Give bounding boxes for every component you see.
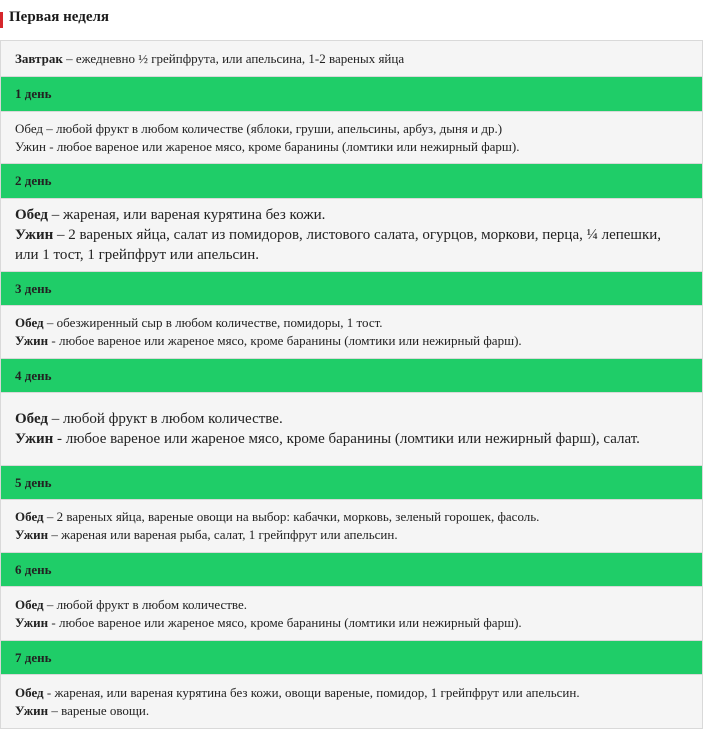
dinner-label: Ужин [15, 614, 49, 630]
lunch-label: Обед [15, 684, 44, 700]
dinner-text: – вареные овощи. [48, 702, 150, 718]
lunch-text: - жареная, или вареная курятина без кожи, овощи вареные, помидор, 1 грейпфрут или апельсин. [43, 684, 580, 700]
day-header-6 [1, 553, 702, 587]
day-content-4 [1, 393, 702, 466]
dinner-text: – жареная или вареная рыба, салат, 1 грейпфрут или апельсин. [48, 527, 398, 542]
day-label: 6 день [15, 561, 52, 577]
dinner-text: – 2 вареных яйца, салат из помидоров, листового салата, огурцов, моркови, перца, ¼ лепешки, или 1 тост, 1 грейпфрут или апельсин. [15, 227, 662, 263]
dinner-line [15, 702, 702, 720]
lunch-text: – любой фрукт в любом количестве (яблоки, груши, апельсины, арбуз, дыня и др.) [43, 120, 503, 136]
day-label: 7 день [15, 649, 52, 665]
dinner-line [15, 332, 702, 350]
lunch-text: – жареная, или вареная курятина без кожи. [48, 207, 326, 223]
day-header-4 [1, 359, 702, 393]
lunch-text: – 2 вареных яйца, вареные овощи на выбор: кабачки, морковь, зеленый горошек, фасоль. [43, 509, 540, 524]
dinner-line [15, 225, 702, 265]
day-header-5 [1, 466, 702, 500]
menu-table [0, 40, 703, 729]
page-title: Первая неделя [9, 9, 110, 25]
lunch-text: – обезжиренный сыр в любом количестве, помидоры, 1 тост. [43, 315, 383, 330]
dinner-label: Ужин [15, 527, 49, 542]
breakfast-row [1, 41, 702, 77]
breakfast-text: – ежедневно ½ грейпфрута, или апельсина, 1-2 вареных яйца [62, 50, 405, 66]
day-content-2 [1, 199, 702, 272]
day-content-5 [1, 500, 702, 553]
day-content-1 [1, 112, 702, 164]
lunch-label: Обед [15, 120, 44, 136]
day-content-3 [1, 306, 702, 359]
dinner-text: - любое вареное или жареное мясо, кроме баранины (ломтики или нежирный фарш). [48, 333, 522, 348]
section-heading [0, 0, 704, 40]
day-label: 4 день [15, 367, 52, 383]
lunch-label: Обед [15, 207, 49, 223]
day-content-7 [1, 675, 702, 728]
dinner-line [15, 138, 702, 156]
dinner-label: Ужин [15, 702, 49, 718]
dinner-label: Ужин [15, 227, 54, 243]
lunch-label: Обед [15, 596, 44, 612]
dinner-line [15, 526, 702, 544]
lunch-text: – любой фрукт в любом количестве. [43, 596, 247, 612]
dinner-line [15, 429, 702, 449]
dinner-line [15, 614, 702, 632]
day-content-6 [1, 587, 702, 641]
lunch-line [15, 205, 702, 225]
day-header-2 [1, 164, 702, 199]
lunch-text: – любой фрукт в любом количестве. [48, 411, 283, 427]
dinner-text: - любое вареное или жареное мясо, кроме баранины (ломтики или нежирный фарш), салат. [53, 431, 640, 447]
day-label: 3 день [15, 280, 52, 296]
lunch-label: Обед [15, 411, 49, 427]
breakfast-label: Завтрак [15, 50, 63, 66]
day-header-1 [1, 77, 702, 112]
dinner-label: Ужин [15, 431, 54, 447]
breakfast-line [15, 50, 702, 68]
lunch-line [15, 596, 702, 614]
day-header-3 [1, 272, 702, 306]
lunch-line [15, 120, 702, 138]
dinner-label: Ужин [15, 333, 49, 348]
day-label: 2 день [15, 173, 52, 188]
lunch-line [15, 314, 702, 332]
dinner-label: Ужин [15, 138, 46, 154]
lunch-line [15, 409, 702, 429]
lunch-label: Обед [15, 315, 44, 330]
day-label: 1 день [15, 86, 52, 101]
day-header-7 [1, 641, 702, 675]
heading-accent-bar [0, 12, 3, 28]
lunch-line [15, 684, 702, 702]
dinner-text: - любое вареное или жареное мясо, кроме баранины (ломтики или нежирный фарш). [48, 614, 522, 630]
lunch-line [15, 508, 702, 526]
lunch-label: Обед [15, 509, 44, 524]
dinner-text: - любое вареное или жареное мясо, кроме баранины (ломтики или нежирный фарш). [45, 138, 520, 154]
day-label: 5 день [15, 474, 52, 490]
